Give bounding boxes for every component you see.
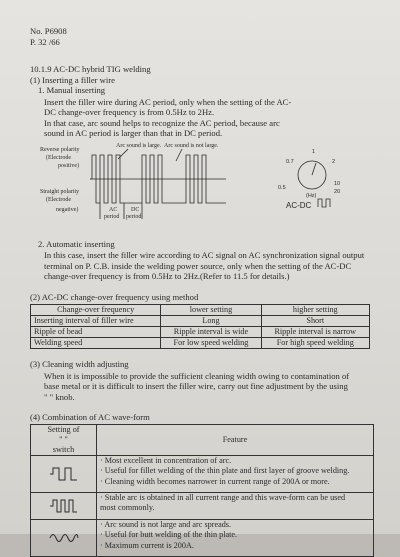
table-cell: Inserting interval of filler wire (31, 316, 161, 327)
automatic-heading: 2. Automatic inserting (38, 238, 115, 249)
waveform-table (30, 424, 374, 557)
automatic-line: terminal on P. C.B. inside the welding power source, only when the setting of the AC-DC (44, 260, 352, 271)
manual-line: sound in AC period is larger than that in DC period. (44, 128, 223, 139)
ac-period-label: period (104, 213, 120, 220)
sine-wave-icon (49, 531, 79, 545)
setting-header-line: Setting of (47, 424, 80, 434)
feature-cell (97, 455, 374, 492)
manual-line: Insert the filler wire during AC period, only when the setting of the AC- (44, 96, 292, 107)
table-cell: Ripple of bead (31, 327, 161, 338)
knob-tick-label: 0.5 (278, 184, 286, 191)
feature-bullet: · Maximum current is 200A. (100, 540, 194, 550)
knob-wave-symbol (318, 199, 330, 207)
subsection-4-title: (4) Combination of AC wave-form (30, 412, 150, 423)
automatic-text (30, 250, 382, 281)
subsection-1-title: (1) Inserting a filler wire (30, 74, 115, 85)
table-row (31, 492, 374, 519)
setting-header (31, 424, 97, 455)
arc-sound-large-label: Arc sound is large. (116, 142, 162, 149)
dc-period-label: DC (131, 206, 140, 213)
cleaning-line: base metal or it is difficult to insert the filler wire, carry out fine adjustment by the using (44, 381, 348, 392)
manual-heading: 1. Manual inserting (38, 85, 106, 96)
knob-tick-label: 10 (334, 180, 341, 187)
subsection-3-title: (3) Cleaning width adjusting (30, 359, 129, 370)
electrode-positive-label: (Electrode (46, 154, 71, 161)
table-row (31, 519, 374, 556)
electrode-negative-label: negative) (56, 206, 79, 213)
knob-tick-label: 0.7 (286, 158, 294, 165)
feature-bullet: · Arc sound is not large and arc spreads. (100, 519, 232, 529)
feature-bullet: · Useful for fillet welding of the thin plate and first layer of groove welding. (100, 466, 350, 476)
setting-cell (31, 492, 97, 519)
section-title: 10.1.9 AC-DC hybrid TIG welding (30, 64, 151, 75)
feature-header-text: Feature (222, 434, 248, 444)
knob-pointer (312, 163, 316, 175)
page-number: P. 32 /66 (30, 37, 60, 48)
setting-header-line: " " (59, 434, 68, 444)
feature-bullet: · Stable arc is obtained in all current range and this wave-form can be used (100, 492, 346, 502)
setting-cell (31, 455, 97, 492)
cleaning-text (30, 371, 382, 402)
arrow-large-sound (118, 149, 128, 159)
square-wave-icon (49, 467, 79, 481)
frequency-knob (250, 141, 370, 239)
dc-period-label: period (126, 213, 142, 220)
knob-ac-dc-label: AC-DC (286, 200, 312, 210)
subsection-2-title: (2) AC-DC change-over frequency using method (30, 291, 199, 302)
arc-sound-not-large-label: Arc sound is not large. (164, 142, 219, 149)
table-row (31, 338, 370, 349)
polarity-diagram (30, 141, 382, 239)
table-row (31, 455, 374, 492)
table-header-row (31, 305, 370, 316)
electrode-negative-label: (Electrode (46, 196, 71, 203)
knob-tick-label: (Hz) (306, 192, 317, 199)
electrode-positive-label: positive) (58, 162, 79, 169)
table-cell: Short (261, 316, 369, 327)
feature-cell (97, 492, 374, 519)
ac-period-label: AC (109, 206, 118, 213)
table-header: Change-over frequency (31, 305, 161, 316)
setting-header-line: switch (52, 444, 75, 454)
table-cell: For low speed welding (161, 338, 261, 349)
automatic-line: In this case, insert the filler wire according to AC signal on AC synchronization signal output (44, 250, 365, 261)
table-cell: Welding speed (31, 338, 161, 349)
table-cell: For high speed welding (261, 338, 369, 349)
waveform-diagram (30, 141, 250, 239)
table-cell: Ripple interval is narrow (261, 327, 369, 338)
cleaning-line: When it is impossible to provide the sufficient cleaning width owing to contamination of (44, 370, 350, 381)
feature-bullet: · Most excellent in concentration of arc. (100, 455, 232, 465)
table-cell: Long (161, 316, 261, 327)
table-cell: Ripple interval is wide (161, 327, 261, 338)
doc-number: No. P6908 (30, 26, 67, 36)
feature-header (97, 424, 374, 455)
doc-header (30, 26, 382, 48)
table-row (31, 327, 370, 338)
feature-cell (97, 519, 374, 556)
straight-polarity-label: Straight polarity (40, 188, 80, 195)
reverse-polarity-label: Reverse polarity (40, 146, 80, 153)
feature-bullet: most commonly. (100, 503, 155, 513)
table-header: higher setting (261, 305, 369, 316)
feature-bullet: · Useful for butt welding of the thin plate. (100, 530, 238, 540)
table-row (31, 316, 370, 327)
table-header-row (31, 424, 374, 455)
frequency-table (30, 304, 370, 349)
manual-text (30, 97, 382, 139)
table-header: lower setting (161, 305, 261, 316)
knob-tick-label: 20 (334, 188, 341, 195)
manual-line: In that case, arc sound helps to recognize the AC period, because arc (44, 117, 280, 128)
hybrid-wave-icon (49, 499, 79, 513)
arrow-not-large-sound (176, 149, 182, 161)
cleaning-line: " " knob. (44, 391, 75, 402)
knob-tick-label: 1 (312, 148, 316, 155)
automatic-line: change-over frequency is from 0.5Hz to 2Hz.(Refer to 11.5 for details.) (44, 271, 290, 282)
setting-cell (31, 519, 97, 556)
manual-line: DC change-over frequency is from 0.5Hz to 2Hz. (44, 107, 215, 118)
knob-tick-label: 2 (332, 158, 336, 165)
feature-bullet: · Cleaning width becomes narrower in current range of 200A or more. (100, 476, 330, 486)
